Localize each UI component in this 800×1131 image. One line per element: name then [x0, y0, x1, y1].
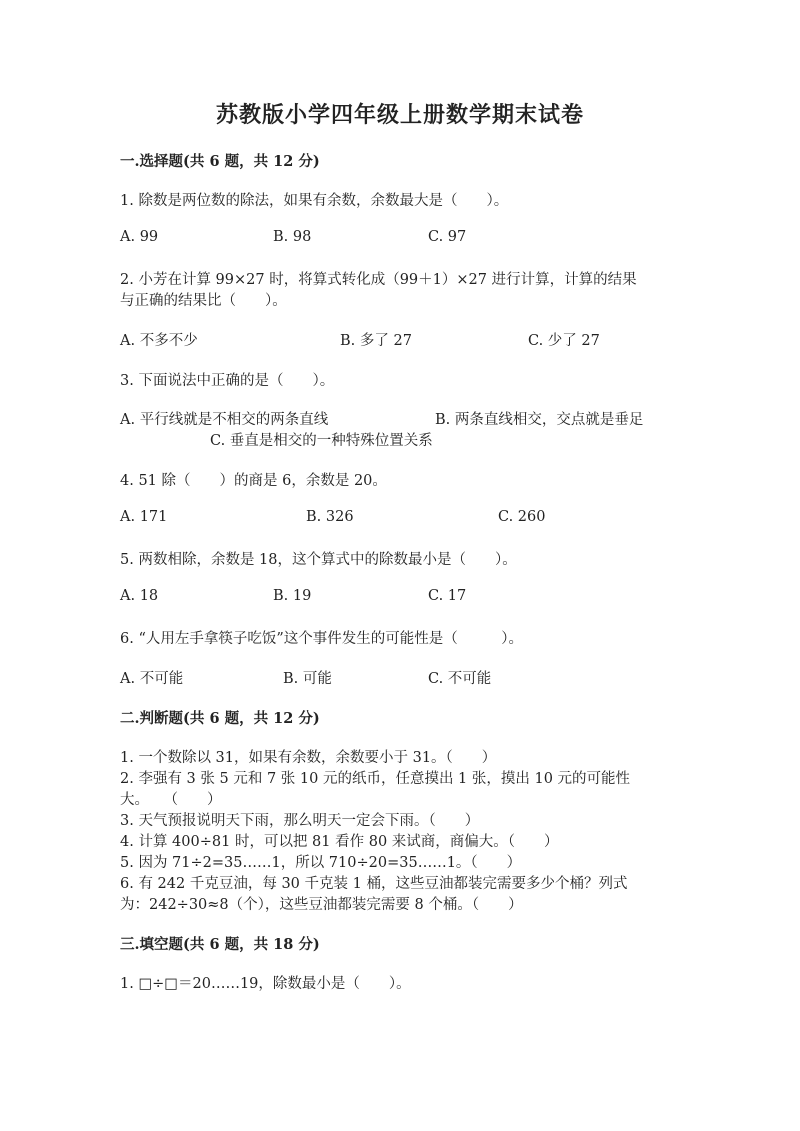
option-b: B. 多了 27	[340, 333, 412, 349]
option-a: A. 18	[120, 588, 159, 604]
section-heading-choice: 一.选择题(共 6 题，共 12 分)	[120, 153, 320, 170]
question-text-continued: 与正确的结果比（ ）。	[120, 293, 287, 309]
statement-line: 6. 有 242 千克豆油，每 30 千克装 1 桶，这些豆油都装完需要多少个桶？列式	[120, 876, 628, 892]
option-b: B. 326	[306, 509, 354, 525]
option-c: C. 260	[498, 509, 546, 525]
question-text: 4. 51 除（ ）的商是 6，余数是 20。	[120, 473, 387, 489]
question-text: 5. 两数相除，余数是 18，这个算式中的除数最小是（ ）。	[120, 552, 517, 568]
statement-line: 2. 李强有 3 张 5 元和 7 张 10 元的纸币，任意摸出 1 张，摸出 10 元的可能性	[120, 771, 631, 787]
option-c: C. 垂直是相交的一种特殊位置关系	[210, 433, 433, 449]
statement-line: 为：242÷30≈8（个），这些豆油都装完需要 8 个桶。（ ）	[120, 897, 523, 913]
section-heading-fill-blank: 三.填空题(共 6 题，共 18 分)	[120, 936, 320, 953]
statement-line: 3. 天气预报说明天下雨，那么明天一定会下雨。（ ）	[120, 813, 480, 829]
statement-line: 1. 一个数除以 31，如果有余数，余数要小于 31。（ ）	[120, 750, 497, 766]
option-c: C. 少了 27	[528, 333, 600, 349]
option-a: A. 99	[120, 229, 159, 245]
option-c: C. 不可能	[428, 671, 492, 687]
question-text: 6. “人用左手拿筷子吃饭”这个事件发生的可能性是（ ）。	[120, 631, 524, 647]
section-heading-judgement: 二.判断题(共 6 题，共 12 分)	[120, 710, 320, 727]
question-text: 1. 除数是两位数的除法，如果有余数，余数最大是（ ）。	[120, 193, 509, 209]
page-title: 苏教版小学四年级上册数学期末试卷	[215, 102, 584, 128]
option-c: C. 17	[428, 588, 467, 604]
question-text: 3. 下面说法中正确的是（ ）。	[120, 373, 335, 389]
question-text: 1. □÷□＝20……19，除数最小是（ ）。	[120, 976, 411, 992]
option-b: B. 可能	[283, 671, 332, 687]
statement-line: 4. 计算 400÷81 时，可以把 81 看作 80 来试商，商偏大。（ ）	[120, 834, 559, 850]
statement-line: 5. 因为 71÷2=35……1，所以 710÷20=35……1。（ ）	[120, 855, 522, 871]
option-a: A. 不可能	[120, 671, 184, 687]
option-a: A. 171	[120, 509, 168, 525]
option-b: B. 两条直线相交，交点就是垂足	[435, 412, 644, 428]
option-b: B. 98	[273, 229, 312, 245]
option-a: A. 平行线就是不相交的两条直线	[120, 412, 329, 428]
option-b: B. 19	[273, 588, 312, 604]
statement-line: 大。 （ ）	[120, 792, 222, 808]
question-text: 2. 小芳在计算 99×27 时，将算式转化成（99＋1）×27 进行计算，计算的结果	[120, 272, 637, 288]
option-a: A. 不多不少	[120, 333, 198, 349]
option-c: C. 97	[428, 229, 467, 245]
